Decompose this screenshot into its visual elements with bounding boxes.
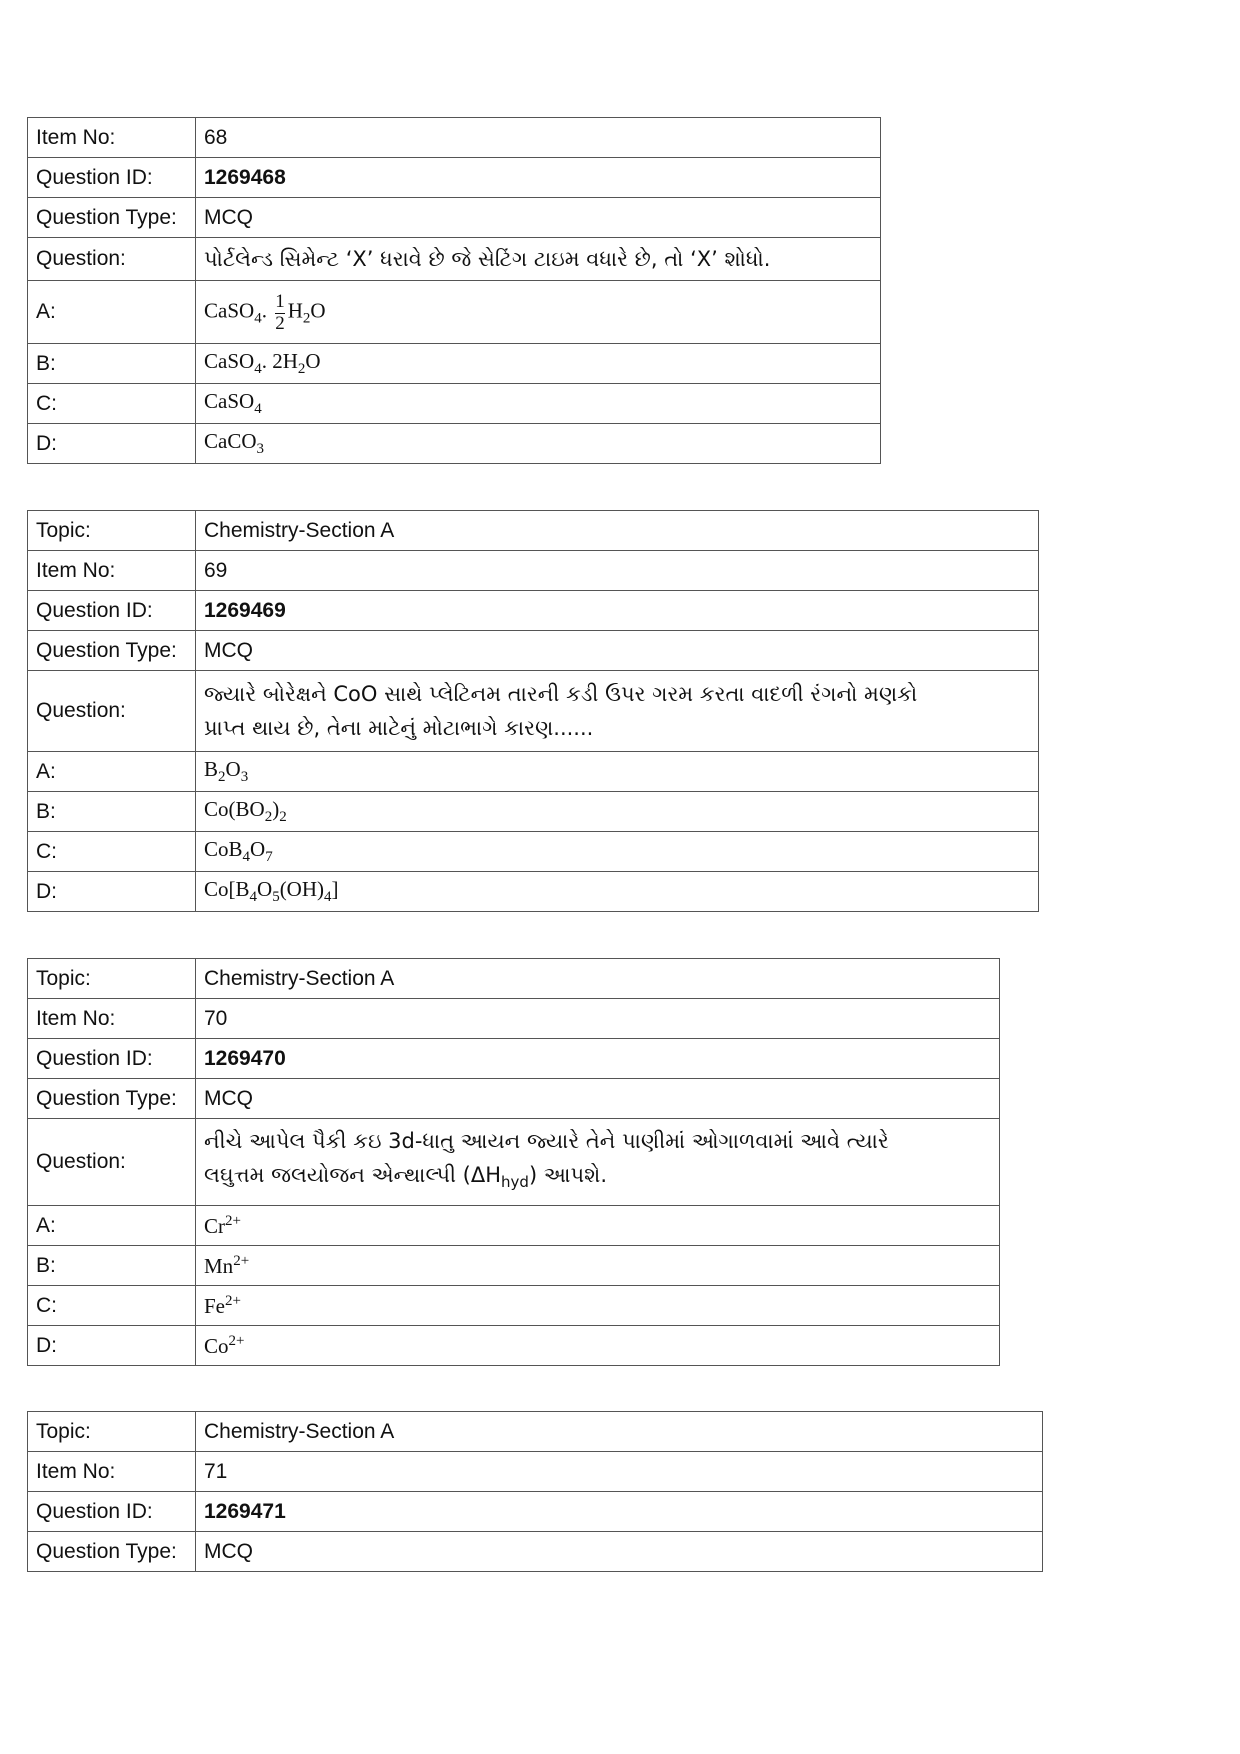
subscript: 3 (256, 441, 264, 458)
question-line-part: ) આપશે. (528, 1163, 608, 1188)
formula-part: (OH) (279, 876, 325, 901)
formula-part: Fe (204, 1293, 225, 1318)
question-69-table (27, 510, 1039, 912)
question-id-label: Question ID: (28, 591, 196, 631)
superscript: 2+ (225, 1212, 241, 1229)
option-a-label: A: (28, 1206, 196, 1246)
topic-label: Topic: (28, 511, 196, 551)
question-row (28, 1119, 1000, 1206)
question-line-part: લઘુત્તમ જલયોજન એન્થાલ્પી (ΔH (204, 1163, 502, 1188)
option-d-value (196, 872, 1039, 912)
question-label: Question: (28, 671, 196, 752)
option-b-row (28, 792, 1039, 832)
option-c-label: C: (28, 832, 196, 872)
question-id-label: Question ID: (28, 1039, 196, 1079)
question-type-label: Question Type: (28, 631, 196, 671)
question-id-label: Question ID: (28, 1492, 196, 1532)
question-id-row (28, 1492, 1043, 1532)
subscript: 4 (254, 361, 262, 378)
subscript: 2 (264, 809, 273, 826)
subscript: 4 (242, 849, 251, 866)
option-b-label: B: (28, 1246, 196, 1286)
subscript: 5 (272, 889, 280, 906)
option-a-row (28, 1206, 1000, 1246)
option-c-row (28, 384, 881, 424)
question-id-value: 1269471 (196, 1492, 1043, 1532)
formula-part: Mn (204, 1253, 234, 1278)
formula-part: CaSO (204, 297, 255, 322)
question-label: Question: (28, 1119, 196, 1206)
option-a-label: A: (28, 281, 196, 344)
option-b-value (196, 344, 881, 384)
option-a-row (28, 281, 881, 344)
option-b-value (196, 1246, 1000, 1286)
option-b-label: B: (28, 344, 196, 384)
question-68-table (27, 117, 881, 464)
topic-value: Chemistry-Section A (196, 1412, 1043, 1452)
subscript: 4 (254, 310, 262, 326)
option-d-label: D: (28, 1326, 196, 1366)
formula-part: O (225, 756, 241, 781)
superscript: 2+ (228, 1332, 245, 1349)
formula-part: CoB (204, 836, 243, 861)
question-text: પોર્ટલેન્ડ સિમેન્ટ ‘X’ ધરાવે છે જે સેટિંગ ટાઇમ વધારે છે, તો ‘X’ શોધો. (196, 238, 881, 281)
option-d-row (28, 872, 1039, 912)
topic-label: Topic: (28, 959, 196, 999)
question-type-label: Question Type: (28, 1079, 196, 1119)
topic-value: Chemistry-Section A (196, 959, 1000, 999)
item-no-value: 68 (196, 118, 881, 158)
formula-part: Cr (204, 1213, 225, 1238)
question-type-label: Question Type: (28, 198, 196, 238)
formula-part: Co(BO (204, 796, 265, 821)
question-line: નીચે આપેલ પૈકી કઇ 3d-ધાતુ આયન જ્યારે તેને પાણીમાં ઓગાળવામાં આવે ત્યારે (204, 1129, 889, 1154)
fraction-numerator: 1 (275, 290, 285, 312)
subscript: 4 (249, 889, 258, 906)
option-d-value (196, 424, 881, 464)
question-text (196, 1119, 1000, 1206)
item-no-row (28, 551, 1039, 591)
question-id-row (28, 591, 1039, 631)
item-no-value: 69 (196, 551, 1039, 591)
question-row (28, 238, 881, 281)
topic-row (28, 1412, 1043, 1452)
question-type-row (28, 631, 1039, 671)
question-type-row (28, 198, 881, 238)
subscript: 7 (265, 849, 273, 866)
item-no-value: 70 (196, 999, 1000, 1039)
option-c-value (196, 832, 1039, 872)
option-d-label: D: (28, 424, 196, 464)
topic-row (28, 959, 1000, 999)
item-no-row (28, 118, 881, 158)
formula-part: Co[B (204, 876, 250, 901)
item-no-label: Item No: (28, 1452, 196, 1492)
formula-part: CaSO (204, 388, 255, 413)
formula-part: B (204, 756, 219, 781)
formula-part: O (305, 348, 321, 373)
item-no-label: Item No: (28, 999, 196, 1039)
option-a-value (196, 281, 881, 344)
question-id-row (28, 1039, 1000, 1079)
option-d-row (28, 1326, 1000, 1366)
question-71-table (27, 1411, 1043, 1572)
item-no-row (28, 1452, 1043, 1492)
question-id-label: Question ID: (28, 158, 196, 198)
formula-part: ] (331, 876, 339, 901)
option-a-value (196, 752, 1039, 792)
question-type-value: MCQ (196, 1079, 1000, 1119)
question-line: પ્રાપ્ત થાય છે, તેના માટેનું મોટાભાગે કારણ...... (204, 716, 594, 740)
question-text (196, 671, 1039, 752)
option-d-label: D: (28, 872, 196, 912)
topic-row (28, 511, 1039, 551)
formula-part: O (250, 836, 266, 861)
question-id-row (28, 158, 881, 198)
question-70-table (27, 958, 1000, 1366)
item-no-label: Item No: (28, 551, 196, 591)
option-c-row (28, 832, 1039, 872)
option-d-row (28, 424, 881, 464)
topic-value: Chemistry-Section A (196, 511, 1039, 551)
formula-part: ) (272, 796, 280, 821)
formula-part: . (261, 297, 273, 322)
question-line (204, 1158, 991, 1199)
fraction (275, 292, 285, 333)
formula-part: O (310, 297, 326, 322)
option-b-label: B: (28, 792, 196, 832)
item-no-row (28, 999, 1000, 1039)
formula-part: Co (204, 1333, 229, 1358)
option-d-value (196, 1326, 1000, 1366)
option-c-label: C: (28, 384, 196, 424)
question-type-label: Question Type: (28, 1532, 196, 1572)
item-no-label: Item No: (28, 118, 196, 158)
option-c-row (28, 1286, 1000, 1326)
question-line: જ્યારે બોરેક્ષને CoO સાથે પ્લેટિનમ તારની કડી ઉપર ગરમ કરતા વાદળી રંગનો મણકો (204, 682, 918, 706)
question-id-value: 1269469 (196, 591, 1039, 631)
question-label: Question: (28, 238, 196, 281)
question-type-value: MCQ (196, 198, 881, 238)
option-a-row (28, 752, 1039, 792)
formula-part: CaCO (204, 428, 257, 453)
superscript: 2+ (225, 1292, 241, 1309)
question-type-row (28, 1532, 1043, 1572)
option-a-value (196, 1206, 1000, 1246)
subscript: 3 (240, 769, 249, 786)
question-row (28, 671, 1039, 752)
formula-part: . 2H (261, 348, 298, 373)
option-c-value (196, 384, 881, 424)
question-type-value: MCQ (196, 631, 1039, 671)
topic-label: Topic: (28, 1412, 196, 1452)
formula-part: CaSO (204, 348, 255, 373)
subscript: hyd (501, 1173, 529, 1192)
formula-part: O (257, 876, 273, 901)
subscript: 2 (297, 361, 306, 378)
option-b-row (28, 344, 881, 384)
superscript: 2+ (233, 1252, 250, 1269)
question-id-value: 1269470 (196, 1039, 1000, 1079)
question-id-value: 1269468 (196, 158, 881, 198)
subscript: 4 (254, 401, 262, 418)
option-c-label: C: (28, 1286, 196, 1326)
option-b-value (196, 792, 1039, 832)
item-no-value: 71 (196, 1452, 1043, 1492)
fraction-denominator: 2 (275, 312, 285, 334)
option-b-row (28, 1246, 1000, 1286)
option-c-value (196, 1286, 1000, 1326)
question-type-row (28, 1079, 1000, 1119)
subscript: 2 (302, 310, 311, 326)
question-type-value: MCQ (196, 1532, 1043, 1572)
subscript: 4 (324, 889, 332, 906)
option-a-label: A: (28, 752, 196, 792)
subscript: 2 (218, 769, 226, 786)
subscript: 2 (279, 809, 287, 826)
formula-part: H (287, 297, 303, 322)
